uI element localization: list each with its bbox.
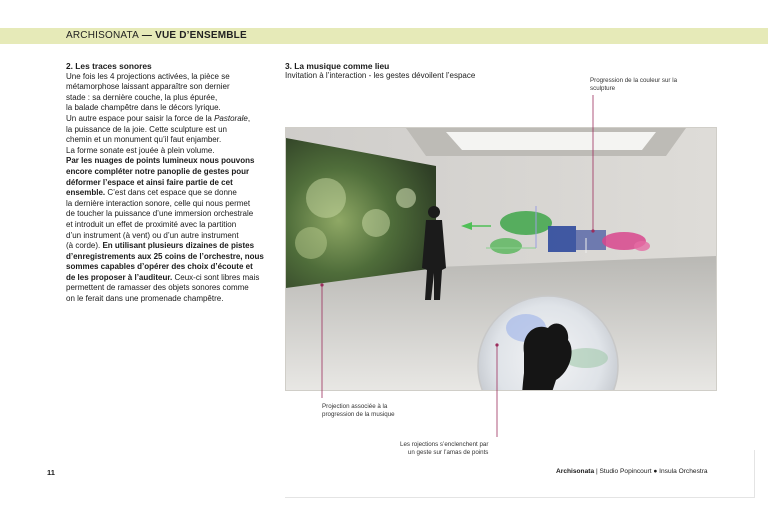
annotation-projection [322,403,395,418]
left-line: la puissance de la joie. Cette sculpture est un [66,124,227,134]
left-line: La forme sonate est jouée à plein volume. [66,145,215,155]
left-mixed-line [66,241,266,252]
annotation-line-text: Progression de la couleur sur la [590,77,678,84]
left-line: on le ferait dans une promenade champêtre. [66,294,224,304]
room-render [286,128,716,390]
left-bold-line: sommes capables d’opérer des choix d’écoute et [66,262,253,272]
left-line: Ceux-ci sont libres mais [172,272,260,282]
left-bold-line: Par les nuages de points lumineux nous pouvons [66,156,255,166]
annotation-gesture [400,441,488,456]
left-line: la dernière interaction sonore, celle qui nous permet [66,198,251,208]
left-bold-line: déformer l’espace et ainsi faire partie de cet [66,177,233,187]
left-line-pastorale [66,114,266,125]
right-rule [754,450,755,498]
left-line: de toucher la puissance d’une immersion orchestrale [66,209,254,219]
left-mixed-line [66,188,266,199]
skylight-opening [446,132,656,150]
section-3-title: 3. La musique comme lieu [285,61,390,71]
left-line: métamorphose laissant apparaître son dernier [66,82,230,92]
annotation-line-text: un geste sur l’amas de points [407,448,489,456]
left-bold-line: de les proposer à l’auditeur. [66,272,173,282]
annotation-line-text: progression de la musique [322,410,395,418]
footer-credit-rest: | Studio Popincourt ● Insula Orchestra [594,468,708,475]
annotation-line-text: Projection associée à la [322,403,388,410]
bottom-rule [285,497,755,498]
page-number: 11 [47,468,55,477]
left-line: stade : sa dernière couche, la plus épurée, [66,92,218,102]
left-line: Une fois les 4 projections activées, la pièce se [66,71,230,81]
left-bold-line: ensemble. [66,188,106,198]
annotation-line-text: Les rojections s’enclenchent par [400,441,489,448]
annotation-color-progression [590,77,677,92]
immersive-room-illustration [285,127,717,391]
left-line: (à corde). [66,241,103,251]
left-line: permettent de ramasser des objets sonores comme [66,283,249,293]
left-line: chemin et un monument qu’il faut enjamber. [66,135,222,145]
footer-credit [556,468,708,475]
section-3-subtitle: Invitation à l’interaction - les gestes dévoilent l’espace [285,71,476,80]
header-brand: ARCHISONATA [66,30,139,41]
left-bold-line: encore compléter notre panoplie de gestes pour [66,166,250,176]
pastorale-word: Pastorale [214,113,248,123]
left-column [66,61,266,305]
left-bold-line: En utilisant plusieurs dizaines de pistes [102,241,255,251]
pastorale-comma: , [247,113,251,123]
left-line: et introduit un effet de proximité avec la partition [66,219,237,229]
annotation-line-text: sculpture [590,84,616,92]
section-2-title: 2. Les traces sonores [66,61,152,71]
header-dash: — [138,30,156,41]
left-bold-line: d’enregistrements aux 25 coins de l’orchestre, nous [66,251,264,261]
left-line: C’est dans cet espace que se donne [105,188,237,198]
left-mixed-line [66,273,266,284]
left-line: d’un instrument (à vent) ou d’un autre instrument [66,230,239,240]
left-line: la balade champêtre dans le décors lyrique. [66,103,221,113]
footer-brand: Archisonata [556,468,595,475]
header-title [66,30,247,41]
left-line: Un autre espace pour saisir la force de la [66,113,215,123]
header-section: VUE D’ENSEMBLE [155,30,247,41]
